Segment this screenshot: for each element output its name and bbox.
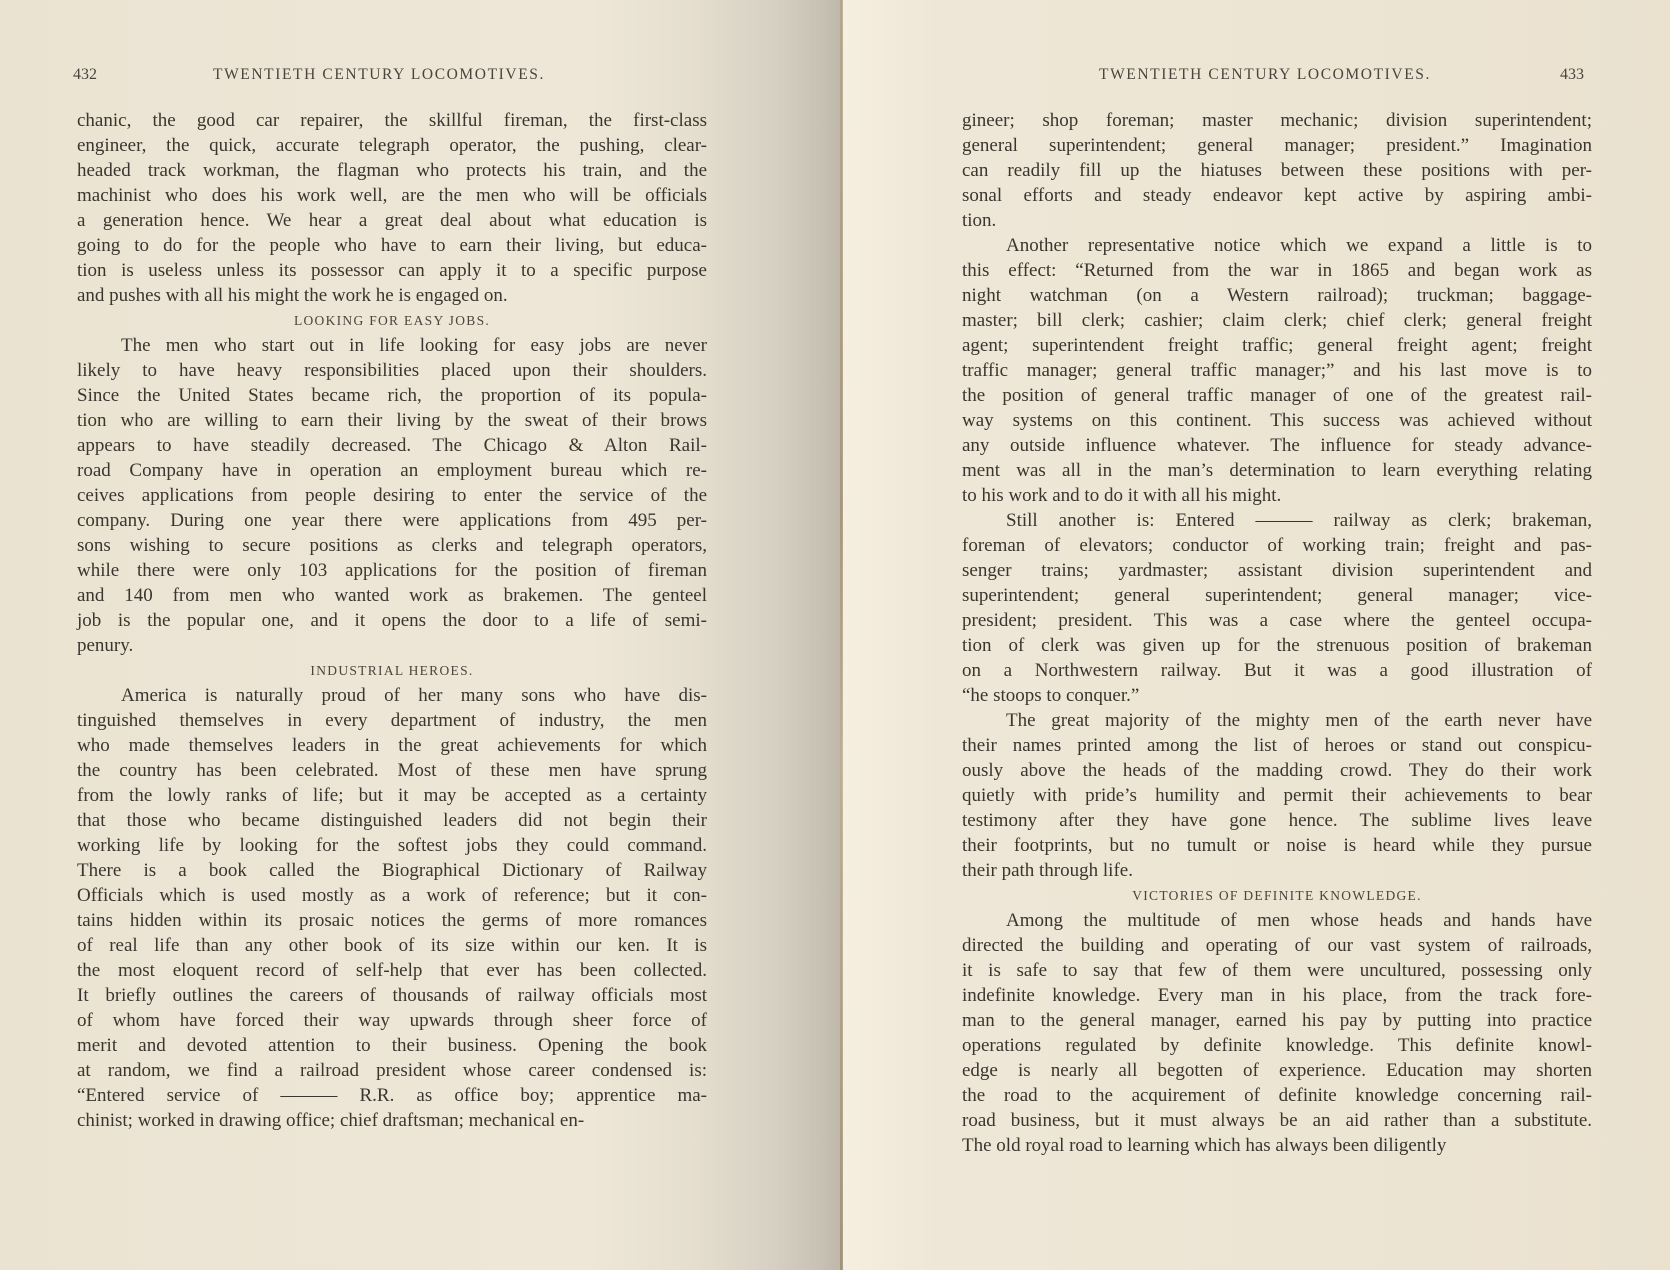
text-line: road Company have in operation an employment bureau which re- bbox=[77, 460, 707, 481]
text-line: tion who are willing to earn their living by the sweat of their brows bbox=[77, 410, 707, 431]
text-line: president; president. This was a case where the genteel occupa- bbox=[962, 610, 1592, 631]
text-line: tains hidden within its prosaic notices the germs of more romances bbox=[77, 910, 707, 931]
text-line: indefinite knowledge. Every man in his place, from the track fore- bbox=[962, 985, 1592, 1006]
text-line: directed the building and operating of our vast system of railroads, bbox=[962, 935, 1592, 956]
text-line: going to do for the people who have to earn their living, but educa- bbox=[77, 235, 707, 256]
text-line: of whom have forced their way upwards through sheer force of bbox=[77, 1010, 707, 1031]
section-heading: VICTORIES OF DEFINITE KNOWLEDGE. bbox=[1132, 888, 1422, 903]
page-number-right: 433 bbox=[1560, 66, 1584, 83]
text-line: The old royal road to learning which has always been diligently bbox=[962, 1135, 1447, 1156]
text-line: foreman of elevators; conductor of working train; freight and pas- bbox=[962, 535, 1592, 556]
text-line: America is naturally proud of her many sons who have dis- bbox=[121, 685, 707, 706]
text-line: quietly with pride’s humility and permit their achievements to bear bbox=[962, 785, 1592, 806]
text-line: chanic, the good car repairer, the skillful fireman, the first-class bbox=[77, 110, 707, 131]
text-line: their names printed among the list of heroes or stand out conspicu- bbox=[962, 735, 1592, 756]
text-line: tion of clerk was given up for the strenuous position of brakeman bbox=[962, 635, 1592, 656]
text-line: machinist who does his work well, are the men who will be officials bbox=[77, 185, 707, 206]
text-line: their path through life. bbox=[962, 860, 1133, 881]
text-line: that those who became distinguished leaders did not begin their bbox=[77, 810, 707, 831]
text-line: The great majority of the mighty men of the earth never have bbox=[1006, 710, 1592, 731]
text-line: gineer; shop foreman; master mechanic; division superintendent; bbox=[962, 110, 1592, 131]
text-line: Still another is: Entered ——— railway as clerk; brakeman, bbox=[1006, 510, 1592, 531]
text-line: There is a book called the Biographical Dictionary of Railway bbox=[77, 860, 707, 881]
text-line: from the lowly ranks of life; but it may be accepted as a certainty bbox=[77, 785, 707, 806]
text-line: chinist; worked in drawing office; chief draftsman; mechanical en- bbox=[77, 1110, 585, 1131]
text-line: road business, but it must always be an aid rather than a substitute. bbox=[962, 1110, 1592, 1131]
text-line: man to the general manager, earned his pay by putting into practice bbox=[962, 1010, 1592, 1031]
text-line: testimony after they have gone hence. The sublime lives leave bbox=[962, 810, 1592, 831]
section-heading: INDUSTRIAL HEROES. bbox=[310, 663, 474, 678]
text-line: master; bill clerk; cashier; claim clerk; chief clerk; general freight bbox=[962, 310, 1592, 331]
text-line: superintendent; general superintendent; general manager; vice- bbox=[962, 585, 1592, 606]
text-line: a generation hence. We hear a great deal about what education is bbox=[77, 210, 707, 231]
text-line: the road to the acquirement of definite knowledge concerning rail- bbox=[962, 1085, 1592, 1106]
text-line: “he stoops to conquer.” bbox=[962, 685, 1140, 706]
text-line: who made themselves leaders in the great achievements for which bbox=[77, 735, 707, 756]
text-line: it is safe to say that few of them were uncultured, possessing only bbox=[962, 960, 1592, 981]
text-line: Among the multitude of men whose heads and hands have bbox=[1006, 910, 1592, 931]
text-line: operations regulated by definite knowledge. This definite knowl- bbox=[962, 1035, 1592, 1056]
text-line: and 140 from men who wanted work as brakemen. The genteel bbox=[77, 585, 707, 606]
text-line: tinguished themselves in every department of industry, the men bbox=[77, 710, 707, 731]
text-line: the country has been celebrated. Most of these men have sprung bbox=[77, 760, 707, 781]
text-line: tion is useless unless its possessor can apply it to a specific purpose bbox=[77, 260, 707, 281]
right-page bbox=[842, 0, 1670, 1270]
text-line: The men who start out in life looking for easy jobs are never bbox=[121, 335, 707, 356]
text-line: ment was all in the man’s determination to learn everything relating bbox=[962, 460, 1592, 481]
text-line: working life by looking for the softest jobs they could command. bbox=[77, 835, 707, 856]
section-heading: LOOKING FOR EASY JOBS. bbox=[293, 313, 491, 328]
text-line: while there were only 103 applications for the position of fireman bbox=[77, 560, 707, 581]
text-line: appears to have steadily decreased. The Chicago & Alton Rail- bbox=[77, 435, 707, 456]
text-line: Since the United States became rich, the proportion of its popula- bbox=[77, 385, 707, 406]
text-line: the most eloquent record of self-help that ever has been collected. bbox=[77, 960, 707, 981]
text-line: ceives applications from people desiring to enter the service of the bbox=[77, 485, 707, 506]
text-line: Officials which is used mostly as a work of reference; but it con- bbox=[77, 885, 707, 906]
right-page-text bbox=[962, 108, 1592, 1158]
text-line: Another representative notice which we expand a little is to bbox=[1006, 235, 1592, 256]
text-line: at random, we find a railroad president whose career condensed is: bbox=[77, 1060, 707, 1081]
text-line: It briefly outlines the careers of thousands of railway officials most bbox=[77, 985, 707, 1006]
text-line: of real life than any other book of its size within our ken. It is bbox=[77, 935, 707, 956]
text-line: merit and devoted attention to their business. Opening the book bbox=[77, 1035, 707, 1056]
text-line: engineer, the quick, accurate telegraph operator, the pushing, clear- bbox=[77, 135, 707, 156]
text-line: way systems on this continent. This success was achieved without bbox=[962, 410, 1592, 431]
page-number-left: 432 bbox=[73, 66, 97, 83]
text-line: their footprints, but no tumult or noise is heard while they pursue bbox=[962, 835, 1592, 856]
text-line: night watchman (on a Western railroad); truckman; baggage- bbox=[962, 285, 1592, 306]
text-line: traffic manager; general traffic manager;” and his last move is to bbox=[962, 360, 1592, 381]
left-page-text bbox=[77, 108, 707, 1133]
text-line: ously above the heads of the madding crowd. They do their work bbox=[962, 760, 1592, 781]
text-line: job is the popular one, and it opens the door to a life of semi- bbox=[77, 610, 707, 631]
text-line: likely to have heavy responsibilities placed upon their shoulders. bbox=[77, 360, 707, 381]
text-line: to his work and to do it with all his might. bbox=[962, 485, 1282, 506]
text-line: any outside influence whatever. The influence for steady advance- bbox=[962, 435, 1592, 456]
text-line: edge is nearly all begotten of experience. Education may shorten bbox=[962, 1060, 1592, 1081]
text-line: “Entered service of ——— R.R. as office boy; apprentice ma- bbox=[77, 1085, 707, 1106]
text-line: agent; superintendent freight traffic; general freight agent; freight bbox=[962, 335, 1592, 356]
text-line: and pushes with all his might the work he is engaged on. bbox=[77, 285, 508, 306]
text-line: this effect: “Returned from the war in 1865 and began work as bbox=[962, 260, 1592, 281]
running-head-left: TWENTIETH CENTURY LOCOMOTIVES. bbox=[213, 66, 545, 83]
text-line: sons wishing to secure positions as clerks and telegraph operators, bbox=[77, 535, 707, 556]
text-line: the position of general traffic manager of one of the greatest rail- bbox=[962, 385, 1592, 406]
text-line: senger trains; yardmaster; assistant division superintendent and bbox=[962, 560, 1592, 581]
text-line: can readily fill up the hiatuses between these positions with per- bbox=[962, 160, 1592, 181]
text-line: sonal efforts and steady endeavor kept active by aspiring ambi- bbox=[962, 185, 1592, 206]
text-line: penury. bbox=[77, 635, 134, 656]
running-head-right: TWENTIETH CENTURY LOCOMOTIVES. bbox=[1099, 66, 1431, 83]
text-line: tion. bbox=[962, 210, 997, 231]
text-line: on a Northwestern railway. But it was a good illustration of bbox=[962, 660, 1592, 681]
book-gutter bbox=[840, 0, 843, 1270]
text-line: headed track workman, the flagman who protects his train, and the bbox=[77, 160, 707, 181]
text-line: company. During one year there were applications from 495 per- bbox=[77, 510, 707, 531]
text-line: general superintendent; general manager; president.” Imagination bbox=[962, 135, 1592, 156]
